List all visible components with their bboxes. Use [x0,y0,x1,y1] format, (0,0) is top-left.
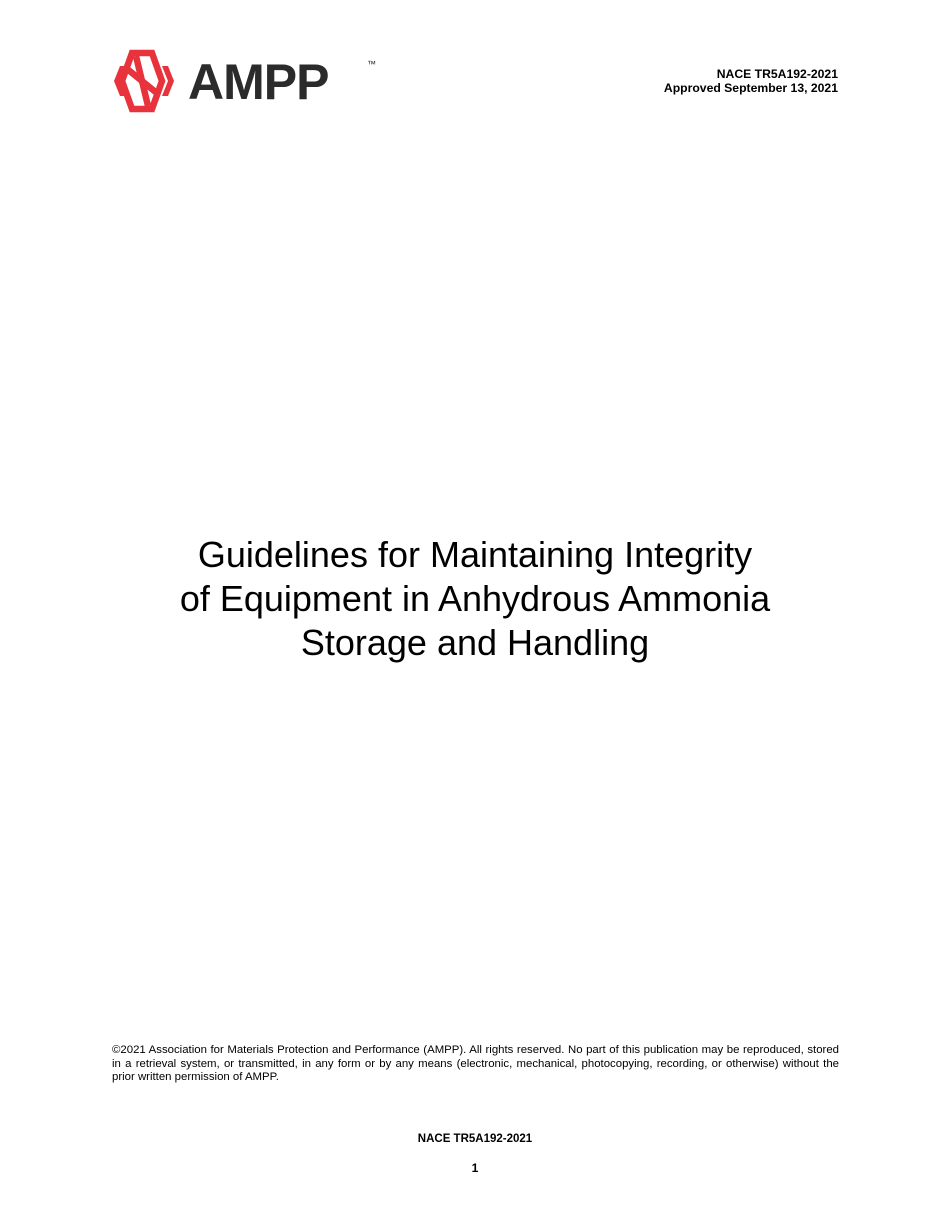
logo-trademark: ™ [367,59,376,69]
copyright-notice: ©2021 Association for Materials Protection and Performance (AMPP). All rights reserved. No part of this publication may be reproduced, stored in a retrieval system, or transmitted, in any form or by any means (electronic, mechanical, photocopying, recording, or otherwise) without the prior written permission of AMPP. [112,1044,839,1083]
title-line-2: of Equipment in Anhydrous Ammonia [179,578,771,619]
title-line-1: Guidelines for Maintaining Integrity [197,534,753,575]
footer-doc-number: NACE TR5A192-2021 [417,1133,533,1145]
ampp-logo [112,48,382,114]
logo-wordmark: AMPP [188,54,329,110]
title-line-3: Storage and Handling [300,622,650,663]
header-approval-date: Approved September 13, 2021 [663,81,838,95]
ampp-logo-graphic [112,48,382,114]
ampp-mark-icon [122,53,162,109]
document-title [0,533,950,665]
page-number: 1 [471,1161,479,1175]
header-doc-number: NACE TR5A192-2021 [716,67,838,81]
header-doc-info [664,67,838,95]
